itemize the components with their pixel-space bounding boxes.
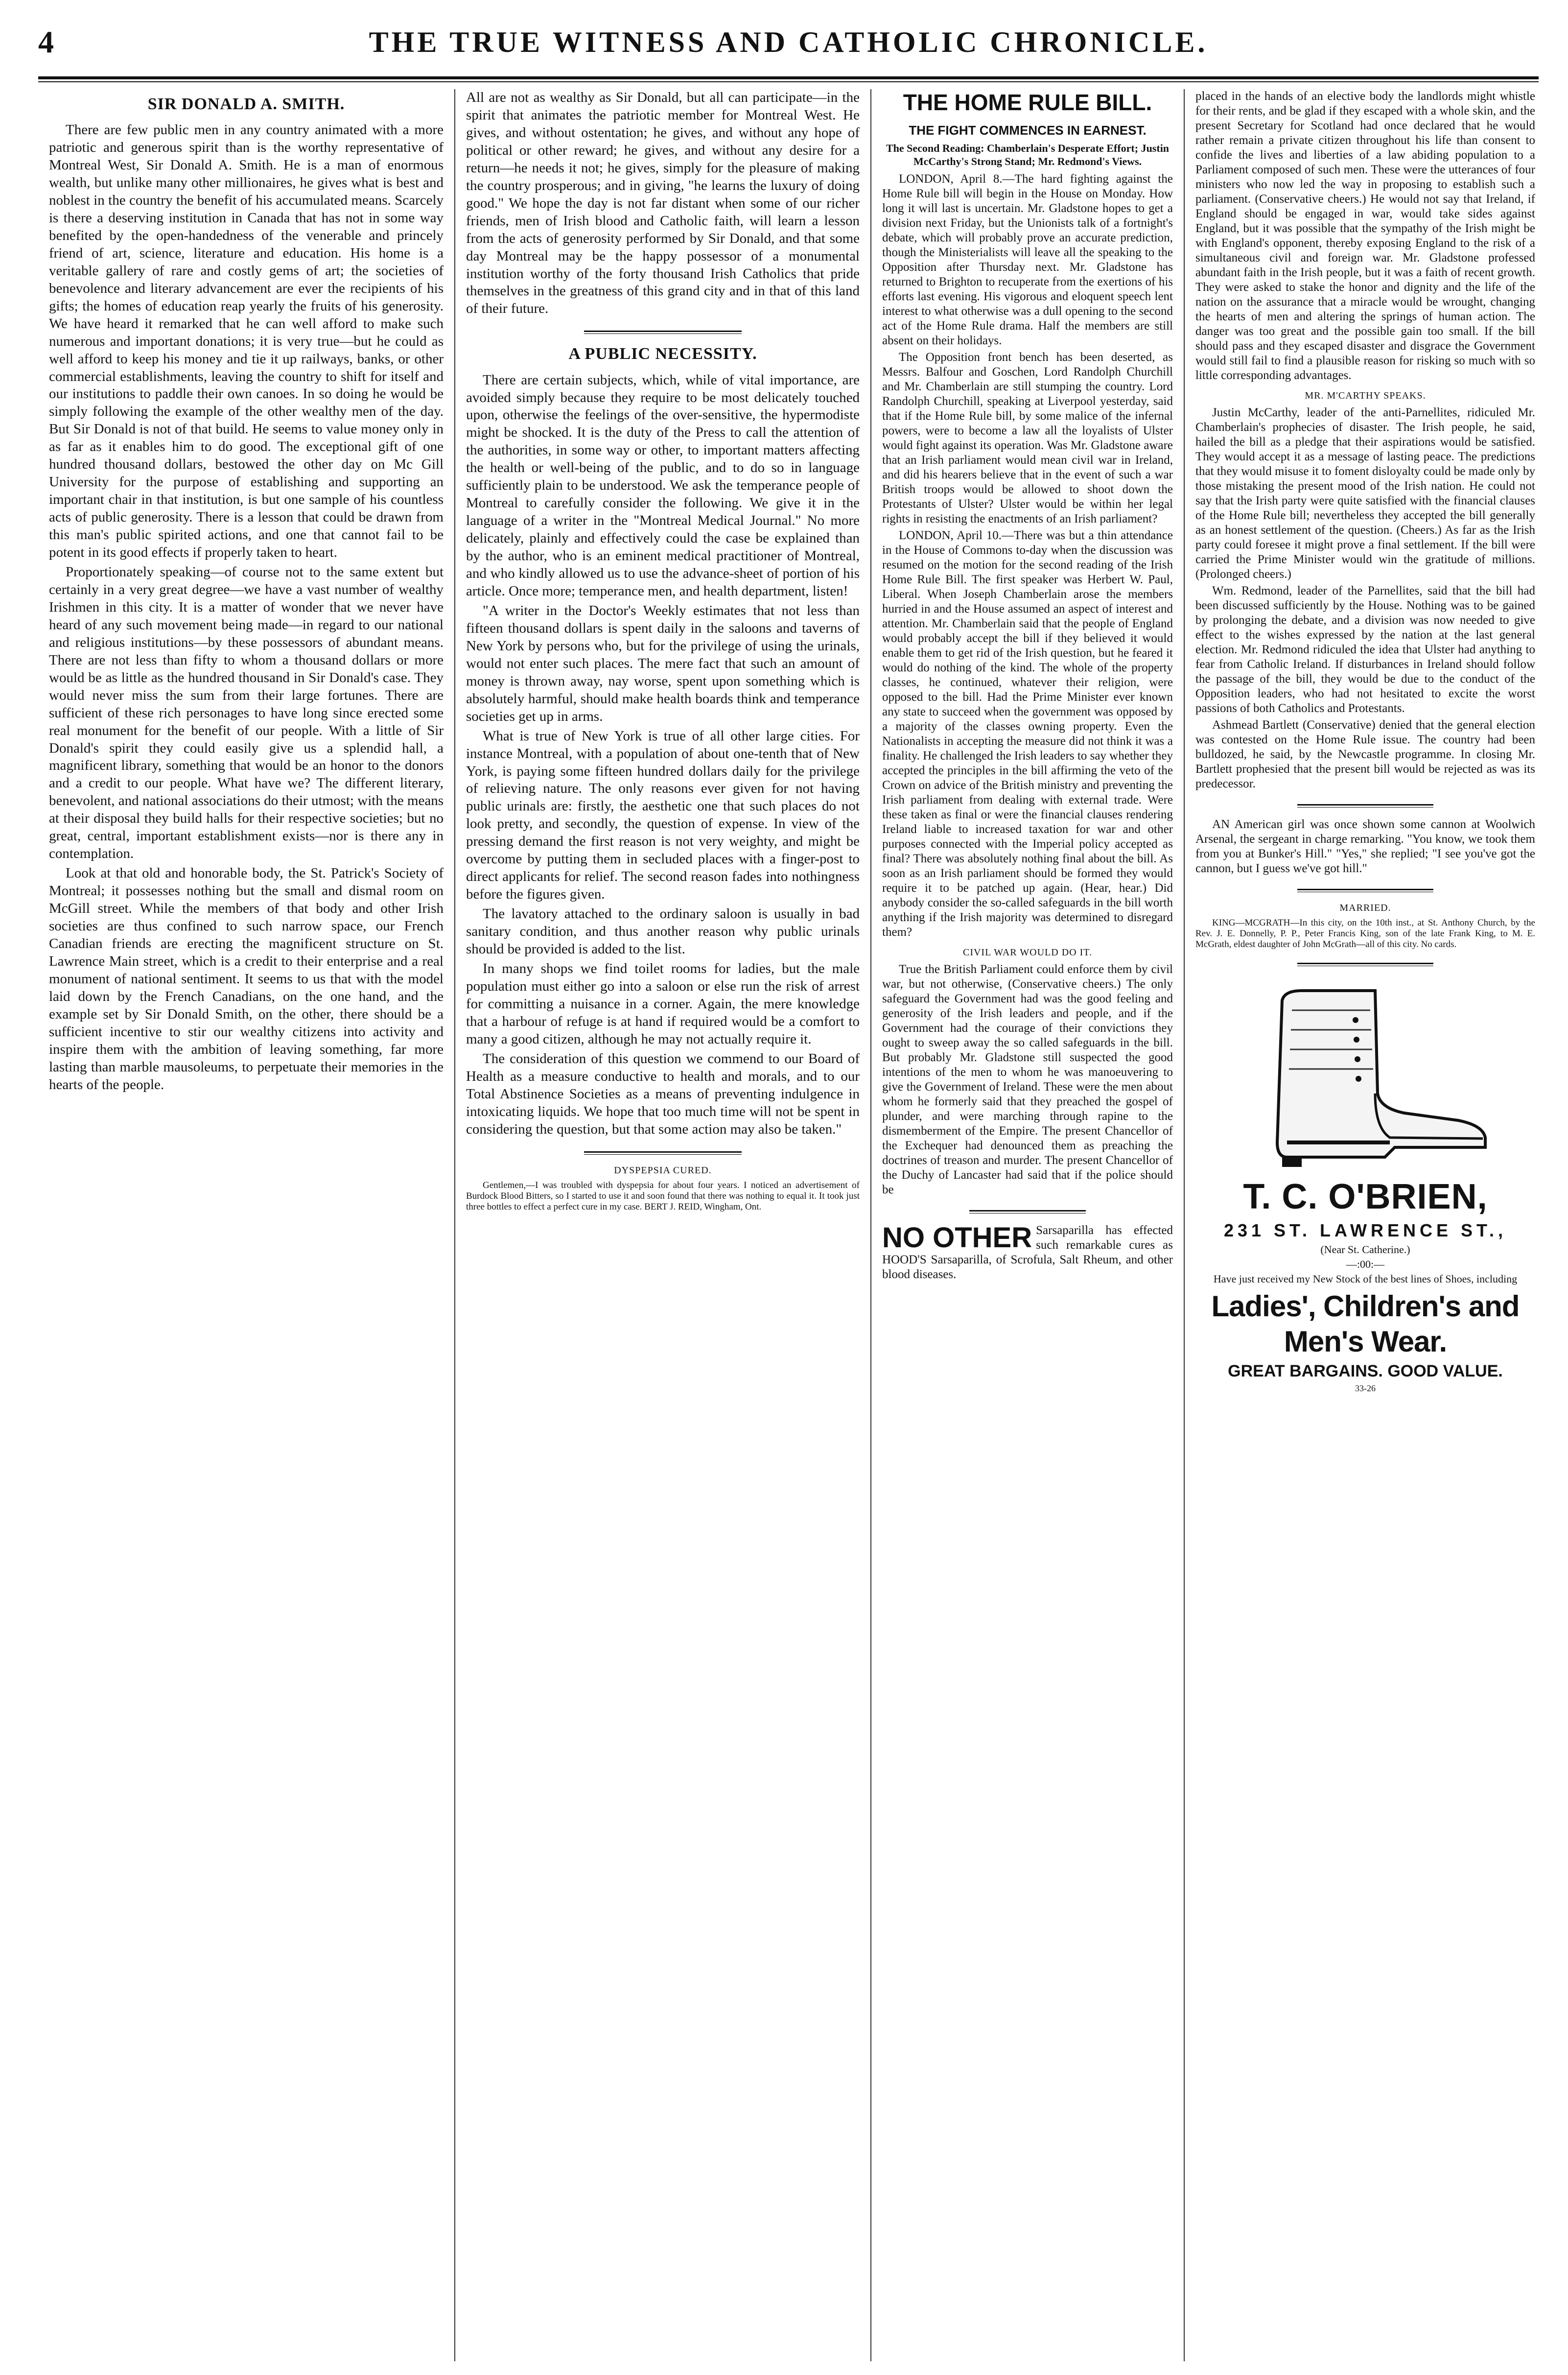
column-4 bbox=[1184, 89, 1546, 2361]
newspaper-title: THE TRUE WITNESS AND CATHOLIC CHRONICLE. bbox=[369, 25, 1208, 58]
section-separator bbox=[1297, 804, 1433, 808]
ad-lead: NO OTHER bbox=[882, 1222, 1032, 1254]
article-paragraph: LONDON, April 10.—There was but a thin attendance in the House of Commons to-day when the discussion was resumed on the motion for the second reading of the Irish Home Rule Bill. The first speaker was Herbert W. Paul, Liberal. When Joseph Chamberlain arose the members hurried in and the House assumed an aspect of interest and attention. Mr. Chamberlain said that the people of England would probably accept the bill if they believed it would enable them to get rid of the Irish question, but he feared it would do nothing of the kind. The whole of the property classes, he continued, whatever their religion, were opposed to the bill. Had the Prime Minister ever known any state to succeed when the government was opposed by a majority of the classes owning property. Even the Nationalists in accepting the measure did not think it was a finality. He challenged the Irish leaders to say whether they accepted the principles in the bill affirming the veto of the Crown on advice of the British ministry and preventing the Irish parliament from dealing with external trade. Were these taken as final or were the financial clauses rendering Ireland liable to increased taxation for war and other purposes connected with the Imperial policy accepted as final? There was absolutely nothing final about the bill. As soon as an Irish parliament should be formed they would require it to be patched up again. (Hear, hear.) Did anybody consider the so-called safeguards in the bill worth anything if the Irish majority was determined to disregard them? bbox=[882, 529, 1173, 939]
article-paragraph: There are few public men in any country animated with a more patriotic and generous spirit than is the worthy representative of Montreal West, Sir Donald A. Smith. He is a man of enormous wealth, but unlike many other millionaires, he gives what is best and noblest in the country the benefit of his accumulated means. Scarcely is there a deserving institution in Canada that has not in some way benefited by the open-handedness of the venerable and princely friend of art, science, literature and education. His home is a veritable gallery of rare and costly gems of art; the societies of benevolence and literary advancement are ever the recipients of his gifts; the homes of education reap yearly the fruits of his generosity. We have heard it remarked that he can well afford to make such numerous and important donations; it is very true—but he could as well afford to keep his money and tie it up railways, banks, or other commercial establishments, leaving the country to shift for itself and our institutions to paddle their own canoes. In so doing he would be simply following the example of the other wealthy men of the day. But Sir Donald is not of that build. He seems to value money only in as far as it enables him to do good. The exceptional gift of one hundred thousand dollars, bestowed the other day on Mc Gill University for the purpose of establishing and supporting an important chair in that institution, is but one sample of his countless acts of public generosity. There is a lesson that could be drawn from this man's public spirited actions, and one that cannot fail to be potent in its good effects if properly taken to heart. bbox=[49, 122, 444, 561]
article-heading-sir-donald: SIR DONALD A. SMITH. bbox=[147, 95, 345, 113]
ad-heading-dyspepsia: DYSPEPSIA CURED. bbox=[614, 1164, 712, 1176]
column-1 bbox=[38, 89, 454, 2361]
page-number: 4 bbox=[38, 24, 54, 59]
article-paragraph: What is true of New York is true of all other large cities. For instance Montreal, with a population of about one-tenth that of New York, is paying some fifteen hundred dollars daily for the privilege of relieving nature. The only reasons ever given for not having public urinals are: firstly, the aesthetic one that such places do not look pretty, and secondly, the question of expense. In view of the pressing demand the first reason is not very weighty, and might be overcome by putting them in secluded places with a finger-post to direct applicants for relief. The second reason fades into nothingness before the figures given. bbox=[466, 728, 860, 902]
article-paragraph: LONDON, April 8.—The hard fighting against the Home Rule bill will begin in the House on Monday. How long it will last is uncertain. Mr. Gladstone hopes to get a division next Friday, but the Unionists talk of a fortnight's debate, which will probably prove an accurate prediction, though the Ministerialists will leave all the speaking to the Opposition after Thursday next. Mr. Gladstone has returned to Brighton to recuperate from the exertions of his efforts last evening. His vigorous and eloquent speech lent interest to what otherwise was a dull opening to the second act of the Home Rule drama. Half the members are still absent on their holidays. bbox=[882, 172, 1173, 348]
store-address: 231 ST. LAWRENCE ST., bbox=[1223, 1220, 1507, 1241]
article-paragraph: Justin McCarthy, leader of the anti-Parnellites, ridiculed Mr. Chamberlain's prophecies of disaster. The Irish people, he said, hailed the bill as a pledge that their aspirations would be satisfied. They would accept it as a message of lasting peace. The predictions that they would misuse it to foment disloyalty could be made only by those mistaking the present mood of the Irish nation. He could not say that the Irish party were quite satisfied with the financial clauses of the Home Rule bill; nevertheless they accepted the bill generally as an honest settlement of the question. (Cheers.) As far as the Irish party could foresee it might prove a final settlement. If the bill were carried the Prime Minister would win the gratitude of millions. (Prolonged cheers.) bbox=[1195, 406, 1535, 581]
article-paragraph: placed in the hands of an elective body the landlords might whistle for their rents, and be glad if they escaped with a whole skin, and the present Secretary for Scotland had once declared that he would rather remain a private citizen throughout his life than consent to confide the lives and liberties of a law abiding population to a Parliament composed of such men. These were the utterances of four ministers who now led the way in proposing to establish such a parliament. (Conservative cheers.) He would not say that Ireland, if England should be engaged in war, would take sides against England, but it was possible that the sympathy of the Irish might be with England's opponent, thereby exposing England to the risk of a simultaneous civil and foreign war. Mr. Gladstone professed abundant faith in the Irish people, but it was a faith of recent growth. They were asked to stake the honor and dignity and the life of the nation on the assurance that a miracle would be wrought, changing the hearts of men and altering the springs of human action. The danger was too great and the possible gain too small. If the bill should pass and they escaped disaster and disgrace the Government would still fail to find a plausible reason for risking so much with so little corresponding advantages. bbox=[1195, 90, 1535, 382]
section-separator bbox=[584, 331, 742, 334]
article-paragraph: True the British Parliament could enforce them by civil war, but not otherwise, (Conservative cheers.) The only safeguard the Government had was the good feeling and generosity of the Irish leaders and people, and if the Government had the courage of their convictions they ought to sweep away the so called safeguards in the bill. But probably Mr. Gladstone still suspected the good intentions of the men to whom he was manoeuvering to give the Government of Ireland. These were the men about whom he formerly said that they preached the gospel of plunder, and were marching through rapine to the dismemberment of the Empire. The present Chancellor of the Exchequer had denounced them as preaching the doctrines of treason and murder. The present Chancellor of the Duchy of Lancaster had said that if the police should be bbox=[882, 963, 1173, 1197]
article-paragraph: There are certain subjects, which, while of vital importance, are avoided simply because they require to be most delicately touched upon, otherwise the feelings of the over-sensitive, the hypermodiste might be shocked. It is the duty of the Press to call the attention of the authorities, in some way or other, to important matters affecting the health or well-being of the public, and to do so in language sufficiently plain to be understood. We ask the temperance people of Montreal to carefully consider the following. We give it in the language of a writer in the "Montreal Medical Journal." No more delicately, plainly and effectively could the case be explained than by the author, who is an eminent medical practitioner of Montreal, and who kindly allowed us to use the advance-sheet of portion of his article. Once more; temperance men, and health department, listen! bbox=[466, 372, 860, 599]
article-subhead: MR. M'CARTHY SPEAKS. bbox=[1305, 390, 1426, 401]
article-paragraph: The lavatory attached to the ordinary saloon is usually in bad sanitary condition, and thus another reason why public urinals should be provided is added to the list. bbox=[466, 906, 860, 957]
store-divider: —:00:— bbox=[1346, 1258, 1385, 1271]
store-near: (Near St. Catherine.) bbox=[1320, 1243, 1410, 1256]
section-separator bbox=[1297, 963, 1433, 966]
masthead bbox=[38, 11, 1539, 73]
column-3 bbox=[870, 89, 1184, 2361]
ad-hoods bbox=[882, 1223, 1173, 1282]
article-heading-home-rule: THE HOME RULE BILL. bbox=[903, 90, 1152, 115]
section-separator bbox=[584, 1151, 742, 1155]
section-separator bbox=[1297, 889, 1433, 892]
article-paragraph: Wm. Redmond, leader of the Parnellites, said that the bill had been discussed sufficiently by the House. Nothing was to be gained by prolonging the debate, and a division was now needed to give effect to the wishes expressed by the nation at the last general election. Mr. Redmond ridiculed the idea that Ulster had anything to fear from Catholic Ireland. If disturbances in Ireland should follow the passage of the bill, they would be due to the conduct of the Opposition leaders, who had not hesitated to excite the worst passions of both Catholics and Protestants. bbox=[1195, 584, 1535, 715]
article-paragraph: Look at that old and honorable body, the St. Patrick's Society of Montreal; it possesses nothing but the small and dismal room on McGill street. While the members of that body and other Irish societies are thus confined to such narrow space, our French Canadian friends are erecting the magnificent structure on St. Lawrence Main street, which is a credit to their enterprise and a real monument of national sentiment. It seems to us that with the model laid down by the French Canadians, on the one hand, and the example set by Sir Donald Smith, on the other, there should be a sufficient incentive to stir our wealthy citizens into activity and inspire them with the ambition of leaving something, far more lasting than marble mausoleums, to perpetuate their memories in the hearts of the people. bbox=[49, 865, 444, 1092]
article-paragraph: The consideration of this question we commend to our Board of Health as a measure conductive to health and morals, and to our Total Abstinence Societies as a means of preventing indulgence in intoxicating liquids. We hope that too much time will not be spent in considering the question, but that some action may also be taken." bbox=[466, 1050, 860, 1137]
article-paragraph: Proportionately speaking—of course not to the same extent but certainly in a very great degree—we have a vast number of wealthy Irishmen in this city. It is a matter of wonder that we never have heard of any such movement being made—in regard to our national and religious institutions—by these possessors of abundant means. There are not less than fifty to whom a thousand dollars or more would be as little as the hundred thousand in Sir Donald's case. They would never miss the sum from their large fortunes. There are sufficient of these rich personages to have long since erected some real monument for the benefit of our people. With a little of Sir Donald's spirit they could easily give us a splendid hall, a magnificent library, something that would be an honor to the donors and a credit to our people. What have we? The different literary, benevolent, and national associations do their utmost; with the means at their disposal they build halls for their respective societies; but no great, central, important establishment exists—nor is there any in contemplation. bbox=[49, 564, 444, 862]
store-notice: Have just received my New Stock of the best lines of Shoes, including bbox=[1213, 1273, 1518, 1285]
article-heading-public-necessity: A PUBLIC NECESSITY. bbox=[568, 345, 757, 363]
article-deck: THE FIGHT COMMENCES IN EARNEST. bbox=[909, 123, 1147, 138]
article-paragraph: "A writer in the Doctor's Weekly estimates that not less than fifteen thousand dollars is spent daily in the saloons and taverns of New York by persons who, but for the privilege of using the urinals, would not enter such places. The mere fact that such an amount of money is thrown away, nay worse, spent upon something which is absolutely harmful, should make health boards think and temperance societies get up in arms. bbox=[466, 602, 860, 724]
anecdote-paragraph: AN American girl was once shown some cannon at Woolwich Arsenal, the sergeant in charge remarking. "You know, we took them from you at Bunker's Hill." "Yes," she replied; "I see you've got the cannon, but I guess we've got hill." bbox=[1195, 818, 1535, 875]
section-separator bbox=[969, 1210, 1086, 1213]
article-paragraph: All are not as wealthy as Sir Donald, but all can participate—in the spirit that animates the patriotic member for Montreal West. He gives, and without ostentation; he gives, and without any hope of political or other reward; he gives, and without any desire for a return—he needs it not; he gives, simply for the pleasure of making the country prosperous; and in giving, "he learns the luxury of doing good." We hope the day is not far distant when some of our richer friends, men of Irish blood and Catholic faith, will learn a lesson from the acts of generosity performed by Sir Donald, and that some day Montreal may be the happy possessor of a monumental institution worthy of the forty thousand Irish Catholics that pride themselves in the greatness of this grand city and in that of this land of their future. bbox=[466, 90, 860, 317]
store-code: 33-26 bbox=[1355, 1383, 1376, 1393]
article-subhead: CIVIL WAR WOULD DO IT. bbox=[962, 947, 1092, 958]
article-paragraph: In many shops we find toilet rooms for ladies, but the male population must either go into a saloon or else run the risk of arrest for committing a nuisance in a corner. Again, the mere knowledge that a harbour of refuge is at hand if required would be a comfort to many a good citizen, although he may not actually require it. bbox=[466, 961, 860, 1047]
ad-text-hoods: Sarsaparilla has effected such remarkable cures as HOOD'S Sarsaparilla, of Scrofula, Salt Rheum, and other blood diseases. bbox=[882, 1224, 1173, 1282]
boot-illustration bbox=[1195, 981, 1535, 1171]
store-bargains: GREAT BARGAINS. GOOD VALUE. bbox=[1228, 1361, 1503, 1380]
boot-icon bbox=[1228, 981, 1502, 1167]
article-paragraph: Ashmead Bartlett (Conservative) denied that the general election was contested on the Home Rule issue. The country had been bulldozed, he said, by the Newcastle programme. In closing Mr. Bartlett prophesied that the present bill would be rejected as was its predecessor. bbox=[1195, 718, 1535, 790]
ad-text-dyspepsia: Gentlemen,—I was troubled with dyspepsia for about four years. I noticed an advertisement of Burdock Blood Bitters, so I started to use it and soon found that there was nothing to equal it. It took just three bottles to effect a perfect cure in my case. BERT J. REID, Wingham, Ont. bbox=[466, 1180, 860, 1212]
column-2 bbox=[454, 89, 870, 2361]
store-slogan: Ladies', Children's and Men's Wear. bbox=[1211, 1289, 1520, 1358]
article-paragraph: The Opposition front bench has been deserted, as Messrs. Balfour and Goschen, Lord Randolph Churchill and Mr. Chamberlain are still stumping the country. Lord Randolph Churchill, speaking at Liverpool yesterday, said that if the Home Rule bill, by some malice of the infernal powers, were to become a law all the loyalists of Ulster would fight against its operation. Was Mr. Gladstone aware that an Irish parliament would mean civil war in Ireland, and did his hearers believe that in the event of such a war British troops would be allowed to shoot down the Protestants of Ulster? Ulster would be within her legal rights in resisting the enactments of an Irish parliament? bbox=[882, 351, 1173, 526]
article-subdeck: The Second Reading: Chamberlain's Desperate Effort; Justin McCarthy's Strong Stand; Mr. Redmond's Views. bbox=[886, 142, 1170, 167]
married-heading: MARRIED. bbox=[1339, 902, 1391, 913]
married-notice: KING—MCGRATH—In this city, on the 10th inst., at St. Anthony Church, by the Rev. J. E. Donnelly, P. P., Peter Francis King, son of the late Frank King, to M. E. McGrath, eldest daughter of John McGrath—all of this city. No cards. bbox=[1195, 918, 1535, 950]
masthead-rule bbox=[38, 76, 1539, 82]
columns bbox=[38, 89, 1539, 2361]
store-name: T. C. O'BRIEN, bbox=[1243, 1177, 1488, 1217]
